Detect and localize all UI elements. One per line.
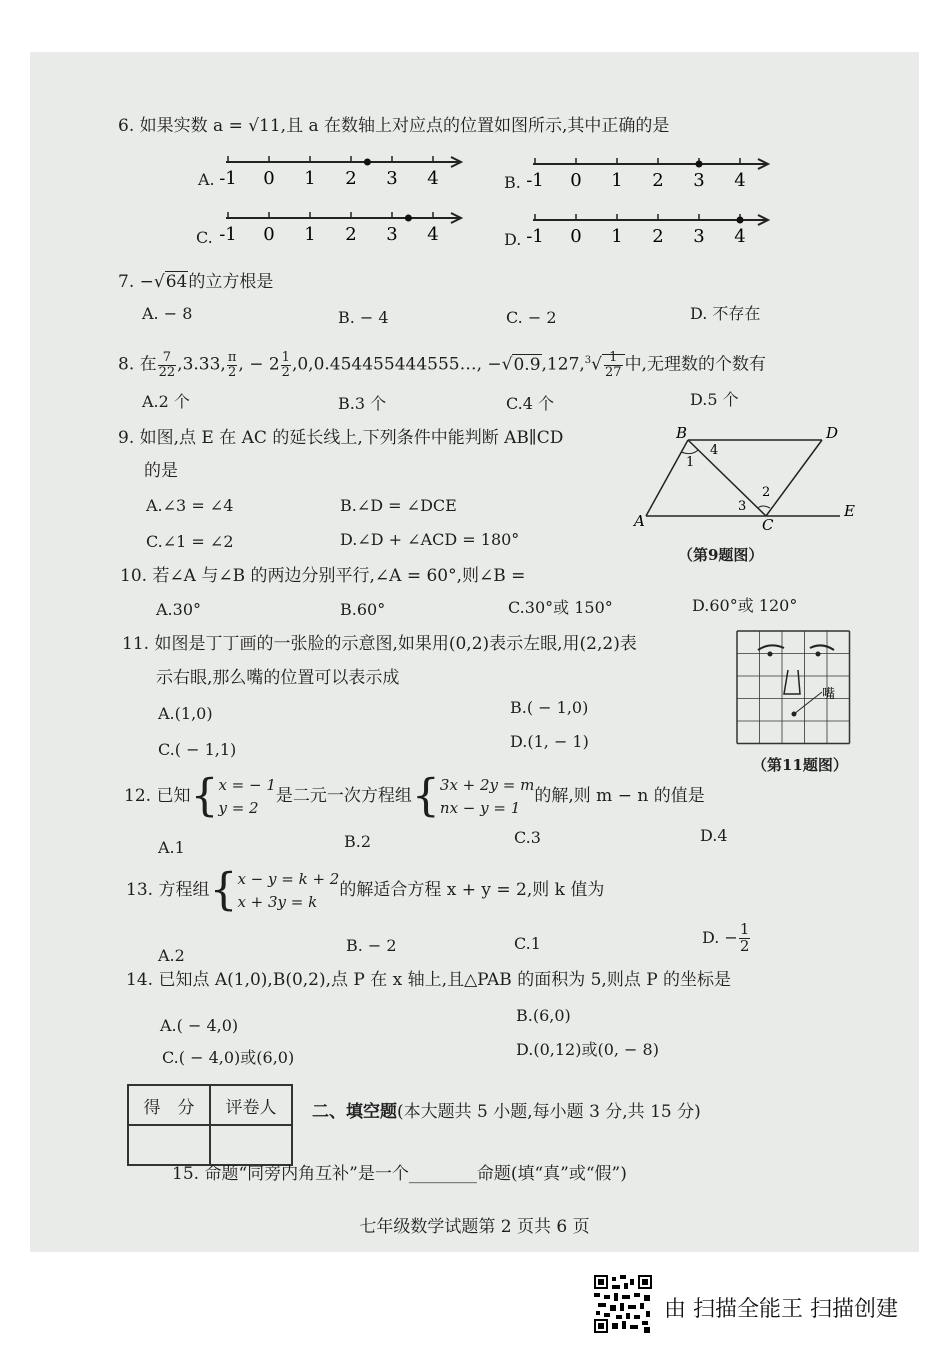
q8-option-d: D.5 个 [690,390,739,409]
grader-header: 评卷人 [210,1085,292,1125]
q7-option-c: C. − 2 [506,308,557,327]
q8-option-b: B.3 个 [338,394,387,413]
q13-option-c: C.1 [514,934,541,953]
number-line-point [696,161,703,168]
q9-label-a: A [634,512,645,530]
section2-heading: 二、填空题(本大题共 5 小题,每小题 3 分,共 15 分) [312,1102,701,1122]
q6-number-lines [30,52,919,292]
q11-option-a: A.(1,0) [158,704,213,723]
q15-stem: 15. 命题“同旁内角互补”是一个________命题(填“真”或“假”) [172,1164,627,1184]
qr-code-icon [594,1275,652,1333]
number-line-b [526,158,768,191]
q7-option-a: A. − 8 [142,304,193,323]
number-line-tick-label: 4 [427,168,439,189]
q9-option-a: A.∠3 = ∠4 [146,496,234,515]
q9-option-d: D.∠D + ∠ACD = 180° [340,530,520,549]
number-line-tick-label: 2 [652,226,664,247]
q11-mouth-label: 嘴 [822,687,836,702]
q11-figure-caption: （第11题图） [752,756,848,774]
number-line-point [737,217,744,224]
number-line-tick-label: 2 [652,170,664,191]
number-line-tick-label: 4 [734,226,746,247]
number-line-tick-label: 1 [611,170,623,191]
q12-option-b: B.2 [344,832,372,851]
q6-stem: 6. 如果实数 a = √11,且 a 在数轴上对应点的位置如图所示,其中正确的是 [118,116,670,136]
q10-option-c: C.30°或 150° [508,598,613,617]
number-line-tick-label: 2 [345,224,357,245]
exam-page [30,52,919,1252]
q10-option-a: A.30° [156,600,201,619]
number-line-tick-label: 0 [570,226,582,247]
score-table [127,1084,293,1166]
q13-option-b: B. − 2 [346,936,397,955]
q9-label-c: C [762,516,774,534]
number-line-tick-label: 3 [386,168,398,189]
grader-cell [210,1125,292,1165]
number-line-tick-label: 0 [570,170,582,191]
number-line-tick-label: -1 [526,226,544,247]
q14-option-d: D.(0,12)或(0, − 8) [516,1040,659,1059]
number-line-tick-label: 3 [386,224,398,245]
number-line-tick-label: 1 [304,168,316,189]
q8-stem: 8. 在 $\frac{7}{22}$ ,3.33, $\frac{\pi}{2}$ , − 2 $\frac{1}{2}$ ,0,0.454455444555…, −√0.9,127,$^3$√ $\frac{1}{27}$ 中,无理数的个数有 [118,350,766,380]
scanner-watermark-text: 由 扫描全能王 扫描创建 [664,1297,898,1322]
q12-option-c: C.3 [514,828,541,847]
q9-option-c: C.∠1 = ∠2 [146,532,234,551]
q13-stem: 13. 方程组{x − y = k + 2 x + 3y = k的解适合方程 x + y = 2,则 k 值为 [126,864,605,916]
q6-option-b-label: B. [504,173,521,192]
number-line-point [364,159,371,166]
q11-face-grid-figure [736,630,851,745]
q7-stem: 7. −√64的立方根是 [118,272,274,292]
number-line-tick-label: 1 [304,224,316,245]
number-line-tick-label: 4 [427,224,439,245]
number-line-tick-label: -1 [219,224,237,245]
q14-option-a: A.( − 4,0) [160,1016,239,1035]
q11-stem-line1: 11. 如图是丁丁画的一张脸的示意图,如果用(0,2)表示左眼,用(2,2)表 [122,634,637,654]
score-header: 得 分 [128,1085,210,1125]
q6-option-c-label: C. [196,228,213,247]
q9-figure [626,422,856,532]
q9-stem-line2: 的是 [144,461,178,481]
q9-angle-3: 3 [738,499,747,514]
q9-angle-1: 1 [686,455,695,470]
q12-option-d: D.4 [700,826,728,845]
q10-option-b: B.60° [340,600,386,619]
q14-option-b: B.(6,0) [516,1006,571,1025]
q12-option-a: A.1 [158,838,185,857]
number-line-point [405,215,412,222]
q12-stem: 12. 已知{x = − 1 y = 2是二元一次方程组{3x + 2y = m nx − y = 1的解,则 m − n 的值是 [124,770,705,822]
q13-option-d: D. − $\frac{1}{2}$ [702,920,750,955]
q9-figure-caption: （第9题图） [678,546,764,564]
q6-option-a-label: A. [198,170,215,189]
q11-option-c: C.( − 1,1) [158,740,237,759]
number-line-tick-label: 3 [693,170,705,191]
q13-option-a: A.2 [158,946,185,965]
number-line-tick-label: -1 [526,170,544,191]
q7-option-d: D. 不存在 [690,304,761,323]
number-line-tick-label: 1 [611,226,623,247]
number-line-tick-label: 3 [693,226,705,247]
q9-label-d: D [826,424,839,442]
q9-label-e: E [844,502,855,520]
q9-stem-line1: 9. 如图,点 E 在 AC 的延长线上,下列条件中能判断 AB∥CD [118,428,564,448]
page-footer: 七年级数学试题第 2 页共 6 页 [359,1217,590,1237]
q14-stem: 14. 已知点 A(1,0),B(0,2),点 P 在 x 轴上,且△PAB 的面积为 5,则点 P 的坐标是 [126,970,732,990]
number-line-d [526,214,768,247]
q11-option-d: D.(1, − 1) [510,732,589,751]
number-line-tick-label: 2 [345,168,357,189]
q6-option-d-label: D. [504,230,522,249]
number-line-a [219,156,461,189]
q10-stem: 10. 若∠A 与∠B 的两边分别平行,∠A = 60°,则∠B = [120,566,526,586]
q9-angle-4: 4 [710,443,719,458]
number-line-tick-label: -1 [219,168,237,189]
q8-option-c: C.4 个 [506,394,555,413]
q11-option-b: B.( − 1,0) [510,698,589,717]
q11-stem-line2: 示右眼,那么嘴的位置可以表示成 [156,668,400,688]
q7-option-b: B. − 4 [338,308,389,327]
number-line-tick-label: 0 [263,168,275,189]
score-cell [128,1125,210,1165]
number-line-tick-label: 4 [734,170,746,191]
q14-option-c: C.( − 4,0)或(6,0) [162,1048,295,1067]
number-line-c [219,212,461,245]
q8-option-a: A.2 个 [142,392,190,411]
number-line-tick-label: 0 [263,224,275,245]
q9-option-b: B.∠D = ∠DCE [340,496,457,515]
q10-option-d: D.60°或 120° [692,596,798,615]
q9-angle-2: 2 [762,485,771,500]
q9-label-b: B [676,424,688,442]
